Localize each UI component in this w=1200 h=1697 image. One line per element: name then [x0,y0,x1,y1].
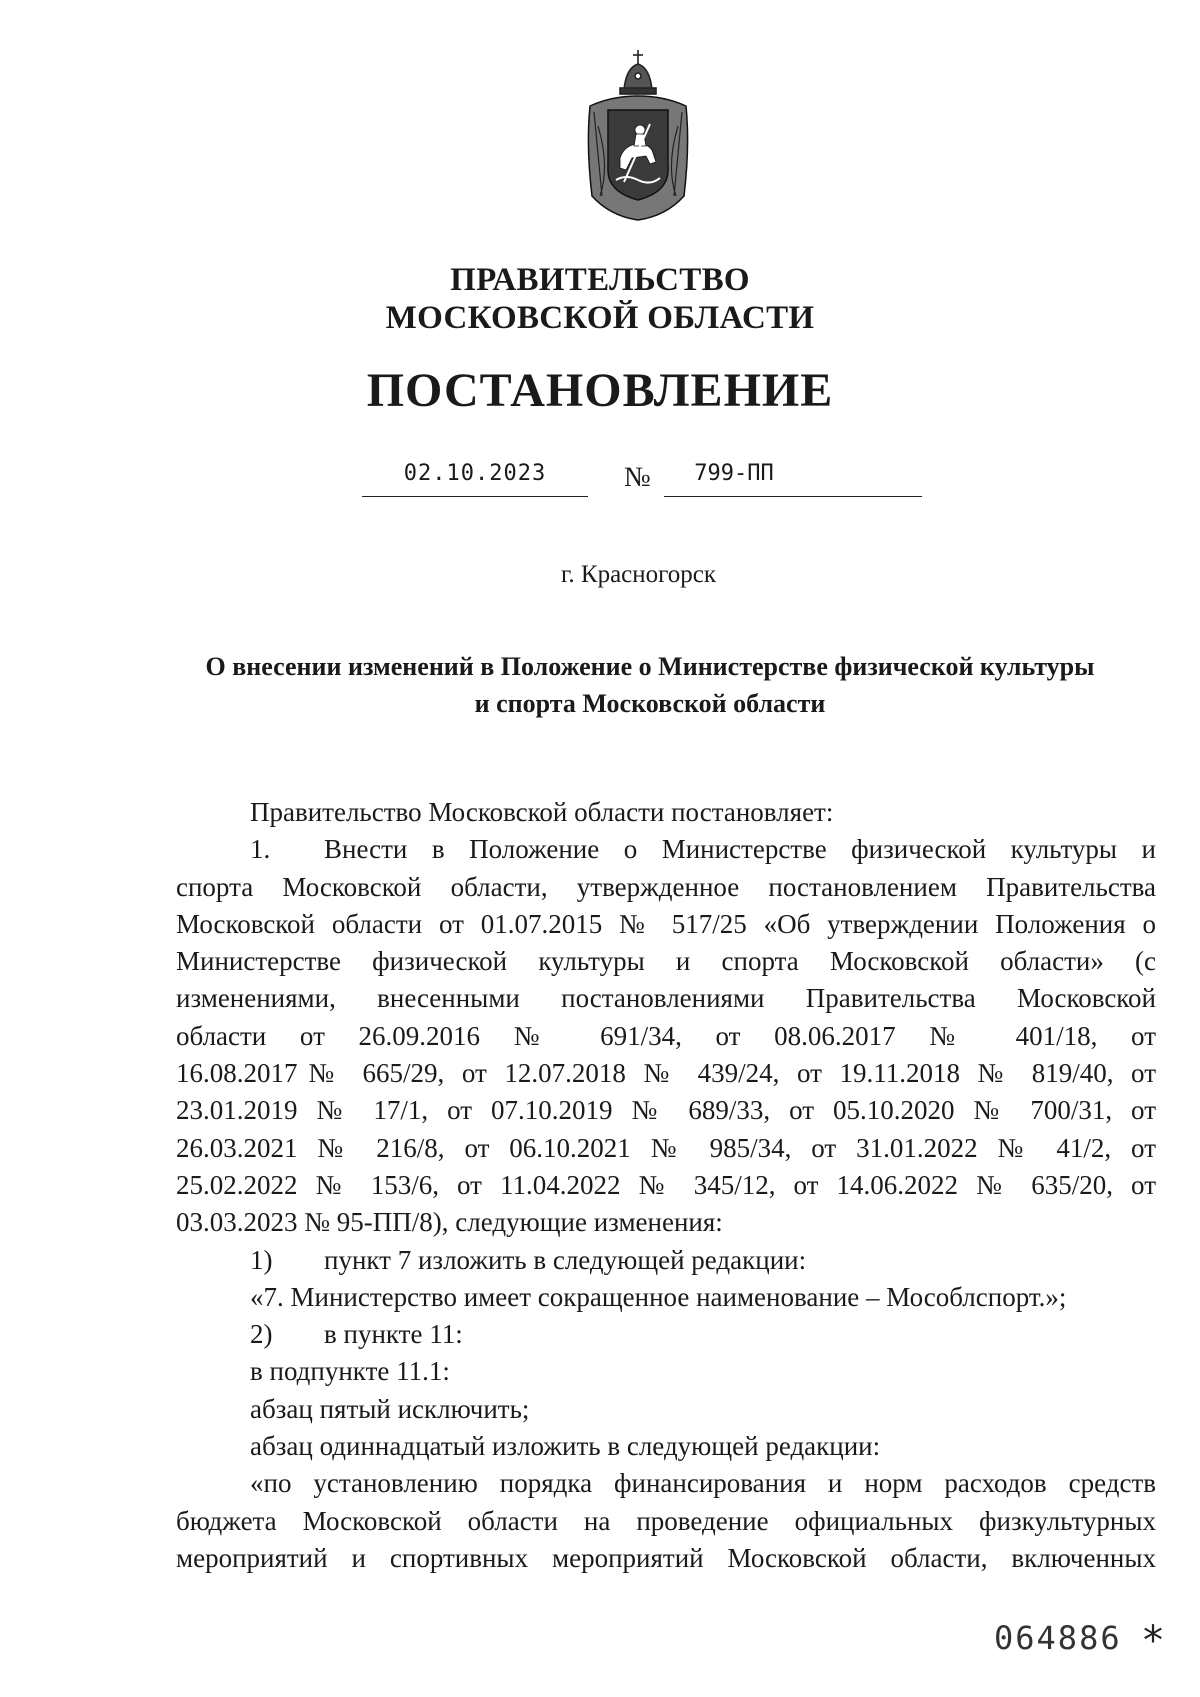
sub2-text: в пункте 11: [324,1319,463,1350]
p1-line8: 23.01.2019 № 17/1, от 07.10.2019 № 689/33, от 05.10.2020 № 700/31, от [176,1095,1156,1126]
subject-line1: О внесении изменений в Положение о Министерстве физической культуры [205,652,1095,681]
line-subitem-11-1: в подпункте 11.1: [250,1356,450,1387]
p1-line7: 16.08.2017№ 665/29, от 12.07.2018 № 439/24, от 19.11.2018 № 819/40, от [176,1058,1156,1089]
document-body [176,794,1156,1577]
subject-line2: и спорта Московской области [474,689,826,718]
document-type-title: ПОСТАНОВЛЕНИЕ [366,364,834,417]
p1-line9: 26.03.2021 № 216/8, от 06.10.2021 № 985/34, от 31.01.2022 № 41/2, от [176,1132,1156,1163]
number-sign: № [624,462,651,493]
p1-line3: Московской области от 01.07.2015 № 517/25 «Об утверждении Положения о [176,908,1156,939]
org-name-line2: МОСКОВСКОЙ ОБЛАСТИ [385,300,815,336]
city-name: г. Красногорск [560,561,717,588]
p1-line1 [176,831,1156,868]
quote-line1: «по установлению порядка финансирования и норм расходов средств [250,1468,1156,1499]
sub1-number: 1) [250,1244,273,1275]
p1-line1-text: Внести в Положение о Министерстве физической культуры и [324,834,1156,865]
document-number: 799-ПП [694,461,774,486]
quote-item7: «7. Министерство имеет сокращенное наименование – Мособлспорт.»; [250,1281,1067,1312]
serial-number: 064886 [994,1619,1122,1657]
line-para5-exclude: абзац пятый исключить; [250,1393,530,1424]
p1-line11: 03.03.2023 № 95-ПП/8), следующие изменения: [176,1207,723,1238]
p1-line2: спорта Московской области, утвержденное постановлением Правительства [176,871,1156,902]
p1-number: 1. [250,834,271,865]
body-intro: Правительство Московской области постановляет: [250,797,834,827]
p1-line10: 25.02.2022 № 153/6, от 11.04.2022 № 345/12, от 14.06.2022 № 635/20, от [176,1169,1156,1200]
p1-line5: изменениями, внесенными постановлениями Правительства Московской [176,983,1156,1014]
p1-line6: области от 26.09.2016 № 691/34, от 08.06.2017 № 401/18, от [176,1020,1156,1051]
quote-line2: бюджета Московской области на проведение официальных физкультурных [176,1505,1156,1536]
serial-mark: * [1143,1618,1163,1664]
p1-line4: Министерстве физической культуры и спорта Московской области» (с [176,946,1156,977]
sub2-number: 2) [250,1319,273,1350]
org-name-line1: ПРАВИТЕЛЬСТВО [450,262,750,298]
quote-line3: мероприятий и спортивных мероприятий Московской области, включенных [176,1542,1156,1573]
document-subject [140,648,1160,722]
document-date: 02.10.2023 [403,461,547,486]
sub1 [176,1242,1156,1279]
line-para11-restate: абзац одиннадцатый изложить в следующей редакции: [250,1431,881,1462]
sub1-text: пункт 7 изложить в следующей редакции: [324,1244,807,1275]
coat-of-arms-emblem [580,46,696,222]
sub2 [176,1316,1156,1353]
